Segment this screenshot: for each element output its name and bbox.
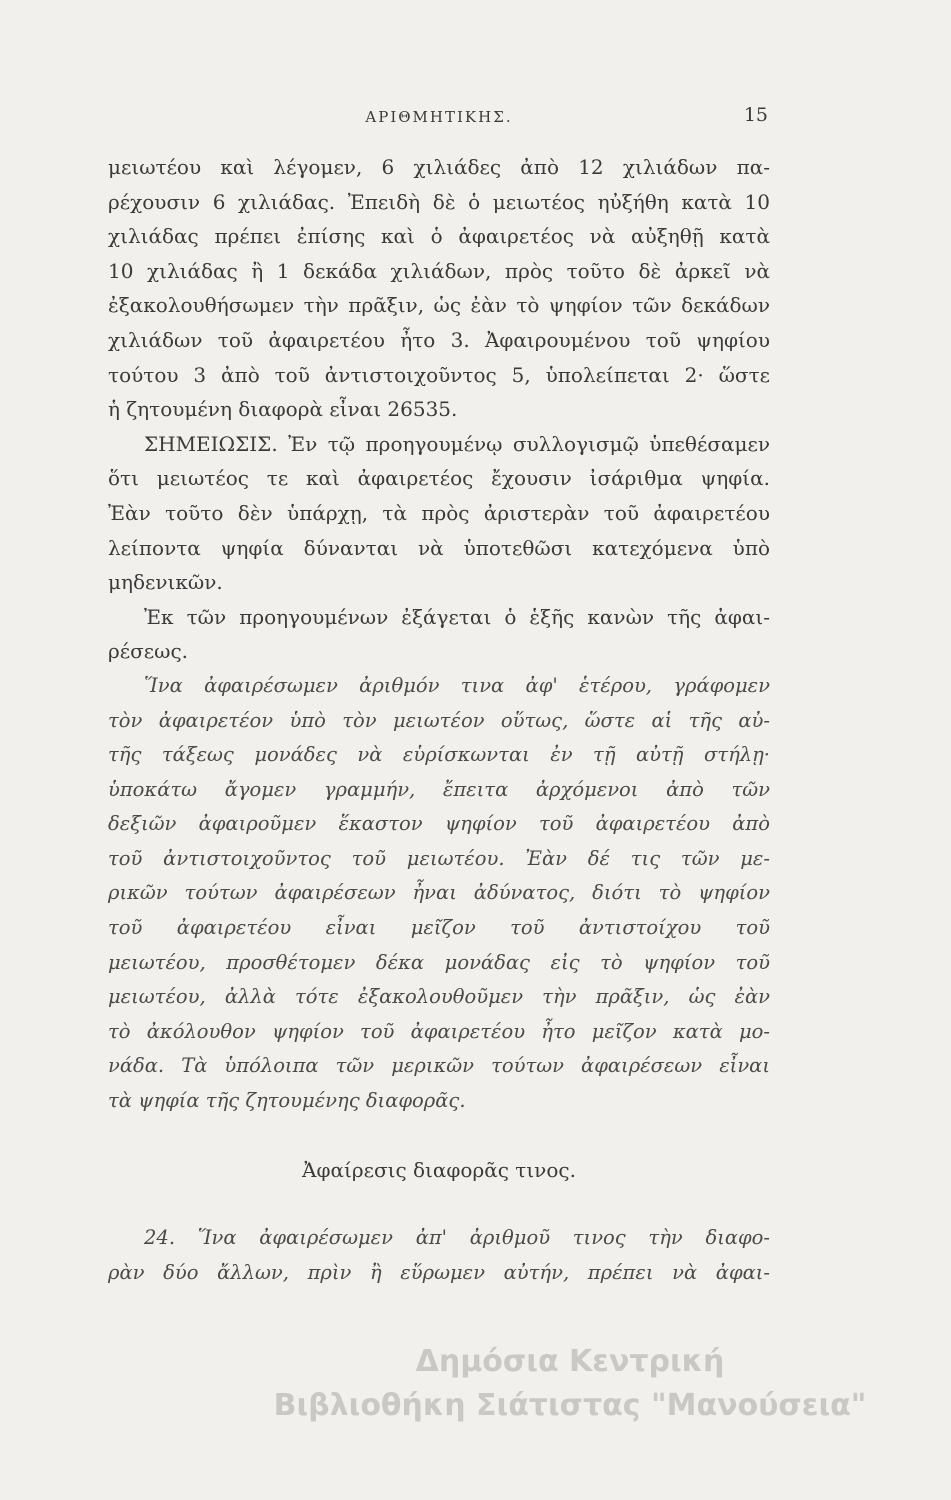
paragraph-24 <box>108 1221 770 1290</box>
page-body <box>108 150 770 1290</box>
text-line: λείποντα ψηφία δύνανται νὰ ὑποτεθῶσι κατεχόμενα ὑπὸ <box>108 535 770 560</box>
text-line: ὅτι μειωτέος τε καὶ ἀφαιρετέος ἔχουσιν ἰσάριθμα ψηφία. <box>108 466 770 491</box>
text-line: ρικῶν τούτων ἀφαιρέσεων ἦναι ἀδύνατος, διότι τὸ ψηφίον <box>108 881 770 905</box>
text-line: τούτου 3 ἀπὸ τοῦ ἀντιστοιχοῦντος 5, ὑπολείπεται 2· ὥστε <box>108 362 770 387</box>
running-title: ΑΡΙΘΜΗΤΙΚΗΣ. <box>365 108 513 126</box>
rule-paragraph <box>108 669 770 1119</box>
note-paragraph <box>108 427 770 600</box>
page-header <box>108 104 770 134</box>
text-line: τοῦ ἀντιστοιχοῦντος τοῦ μειωτέου. Ἐὰν δέ τις τῶν με- <box>108 846 770 870</box>
rule-intro-paragraph <box>108 600 770 669</box>
text-line: 10 χιλιάδας ἢ 1 δεκάδα χιλιάδων, πρὸς τοῦτο δὲ ἀρκεῖ νὰ <box>108 258 770 283</box>
text-line: ρέσεως. <box>108 639 188 664</box>
text-line: ἡ ζητουμένη διαφορὰ εἶναι 26535. <box>108 397 458 422</box>
text-line: νάδα. Τὰ ὑπόλοιπα τῶν μερικῶν τούτων ἀφαιρέσεων εἶναι <box>108 1054 770 1078</box>
text-line: ρέχουσιν 6 χιλιάδας. Ἐπειδὴ δὲ ὁ μειωτέος ηὐξήθη κατὰ 10 <box>108 189 770 214</box>
text-line: χιλιάδας πρέπει ἐπίσης καὶ ὁ ἀφαιρετέος νὰ αὐξηθῇ κατὰ <box>108 224 770 249</box>
text-line: Ἐὰν τοῦτο δὲν ὑπάρχῃ, τὰ πρὸς ἀριστερὰν τοῦ ἀφαιρετέου <box>108 500 770 525</box>
text-line: μηδενικῶν. <box>108 570 223 595</box>
text-line: μειωτέου, προσθέτομεν δέκα μονάδας εἰς τὸ ψηφίον τοῦ <box>108 950 770 974</box>
text-line: τοῦ ἀφαιρετέου εἶναι μεῖζον τοῦ ἀντιστοίχου τοῦ <box>108 916 770 940</box>
text-line: ρὰν δύο ἄλλων, πρὶν ἢ εὕρωμεν αὐτήν, πρέπει νὰ ἀφαι- <box>108 1260 770 1284</box>
text-line: Ἐκ τῶν προηγουμένων ἐξάγεται ὁ ἑξῆς κανὼν τῆς ἀφαι- <box>144 604 770 629</box>
text-line: ΣΗΜΕΙΩΣΙΣ. Ἐν τῷ προηγουμένῳ συλλογισμῷ ὑπεθέσαμεν <box>144 431 770 456</box>
text-line: χιλιάδων τοῦ ἀφαιρετέου ἦτο 3. Ἀφαιρουμένου τοῦ ψηφίου <box>108 327 770 352</box>
library-watermark <box>220 1340 920 1428</box>
text-line: 24. Ἵνα ἀφαιρέσωμεν ἀπ' ἀριθμοῦ τινος τὴν διαφο- <box>144 1226 770 1250</box>
section-heading: Ἀφαίρεσις διαφορᾶς τινος. <box>302 1157 576 1182</box>
text-line: τὸν ἀφαιρετέον ὑπὸ τὸν μειωτέον οὕτως, ὥστε αἱ τῆς αὐ- <box>108 708 770 732</box>
text-line: τὸ ἀκόλουθον ψηφίον τοῦ ἀφαιρετέου ἦτο μεῖζον κατὰ μο- <box>108 1019 770 1043</box>
text-line: ἐξακολουθήσωμεν τὴν πρᾶξιν, ὡς ἐὰν τὸ ψηφίον τῶν δεκάδων <box>108 293 770 318</box>
text-line: δεξιῶν ἀφαιροῦμεν ἕκαστον ψηφίον τοῦ ἀφαιρετέου ἀπὸ <box>108 812 770 836</box>
text-line: Ἵνα ἀφαιρέσωμεν ἀριθμόν τινα ἀφ' ἑτέρου, γράφομεν <box>144 673 770 697</box>
text-line: μειωτέου καὶ λέγομεν, 6 χιλιάδες ἀπὸ 12 χιλιάδων πα- <box>108 155 770 179</box>
text-line: ὑποκάτω ἄγομεν γραμμήν, ἔπειτα ἀρχόμενοι ἀπὸ τῶν <box>108 777 770 801</box>
watermark-line: Δημόσια Κεντρική <box>415 1344 725 1379</box>
text-line: τὰ ψηφία τῆς ζητουμένης διαφορᾶς. <box>108 1089 466 1113</box>
watermark-line: Βιβλιοθήκη Σιάτιστας "Μανούσεια" <box>273 1388 867 1423</box>
text-line: μειωτέου, ἀλλὰ τότε ἐξακολουθοῦμεν τὴν πρᾶξιν, ὡς ἐὰν <box>108 985 770 1009</box>
paragraph-1 <box>108 150 770 427</box>
text-line: τῆς τάξεως μονάδες νὰ εὑρίσκωνται ἐν τῇ αὐτῇ στήλῃ· <box>108 743 770 767</box>
page-number: 15 <box>743 104 768 126</box>
